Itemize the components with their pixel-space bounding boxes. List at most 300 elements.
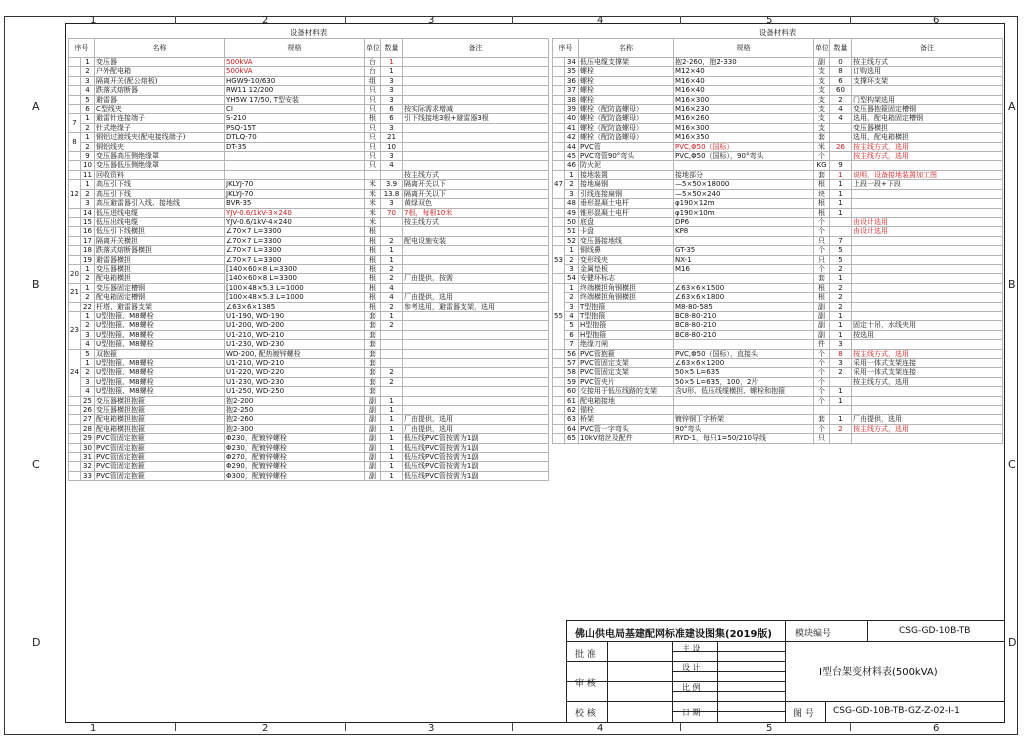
table-cell: YJV-0.6/1kV-4×240: [225, 217, 365, 226]
table-cell: 60: [565, 387, 579, 396]
table-cell: [852, 387, 1003, 396]
table-cell: [852, 396, 1003, 405]
table-cell: 高压避雷器引入线、接地线: [95, 199, 225, 208]
table-cell: 双抱箍: [95, 349, 225, 358]
table-cell: 个: [814, 368, 830, 377]
table-cell: 58: [565, 368, 579, 377]
table-cell: 含U形、低压线缆横担、螺栓和抱箍: [674, 387, 814, 396]
table-row: [69, 76, 549, 85]
table-cell: 防火泥: [579, 161, 674, 170]
table-row: [553, 387, 1003, 396]
group-seq: [69, 95, 81, 104]
table-cell: 只: [365, 86, 381, 95]
table-row: [69, 283, 549, 292]
table-cell: 厂由提供，选用: [852, 415, 1003, 424]
table-cell: 37: [565, 86, 579, 95]
table-cell: 米: [365, 208, 381, 217]
table-row: [69, 152, 549, 161]
table-cell: 高压引下线: [95, 180, 225, 189]
table-cell: 支: [814, 76, 830, 85]
table-cell: NX-1: [674, 255, 814, 264]
table-cell: BC8-80-210: [674, 311, 814, 320]
table-cell: U1-210, WD-210: [225, 330, 365, 339]
table-cell: PVC管一字弯头: [579, 424, 674, 433]
table-cell: 米: [365, 199, 381, 208]
zone-col-bottom-4: 4: [597, 723, 604, 734]
table-row: [553, 302, 1003, 311]
table-cell: PVC管: [579, 142, 674, 151]
table-cell: 低压线PVC管按需为1副: [403, 453, 549, 462]
table-cell: 由设计选用: [852, 217, 1003, 226]
table-cell: 副: [365, 443, 381, 452]
table-cell: 3: [381, 152, 403, 161]
table-cell: U1-210, WD-210: [225, 359, 365, 368]
table-cell: 33: [81, 471, 95, 480]
table-cell: 抱2-260，抱2-330: [674, 58, 814, 67]
table-row: [69, 246, 549, 255]
table-cell: 1: [81, 264, 95, 273]
table-cell: 交接用于低压线路的支架: [579, 387, 674, 396]
table-cell: 1: [381, 58, 403, 67]
project-title: 佛山供电局基建配网标准建设图集(2019版): [575, 629, 772, 640]
table-cell: —5×50×240: [674, 189, 814, 198]
table-cell: 螺栓: [579, 86, 674, 95]
header-cell: 名称: [95, 39, 225, 58]
table-row: [69, 453, 549, 462]
table-cell: [674, 236, 814, 245]
table-cell: 25: [81, 396, 95, 405]
table-cell: 个: [814, 227, 830, 236]
table-cell: [403, 142, 549, 151]
table-cell: [403, 406, 549, 415]
group-seq: [553, 387, 565, 396]
table-cell: ∠63×6×1200: [674, 359, 814, 368]
table-cell: 38: [565, 95, 579, 104]
table-row: [553, 76, 1003, 85]
table-cell: 隔离开关(配公熔板): [95, 76, 225, 85]
header-cell: 单位: [814, 39, 830, 58]
group-seq: [553, 208, 565, 217]
group-seq: [69, 424, 81, 433]
group-seq: [553, 199, 565, 208]
table-cell: 2: [565, 180, 579, 189]
table-cell: 只: [814, 255, 830, 264]
group-seq: [69, 406, 81, 415]
header-cell: 单位: [365, 39, 381, 58]
table-cell: 副: [365, 462, 381, 471]
table-cell: [403, 67, 549, 76]
header-cell: 数量: [381, 39, 403, 58]
table-cell: 1: [565, 170, 579, 179]
table-cell: U型抱箍、M8螺栓: [95, 387, 225, 396]
table-cell: 8: [830, 67, 852, 76]
table-cell: 套: [814, 415, 830, 424]
table-cell: 1: [381, 443, 403, 452]
table-cell: 套: [814, 133, 830, 142]
table-cell: 副: [814, 321, 830, 330]
table-row: [553, 152, 1003, 161]
table-cell: [830, 123, 852, 132]
table-cell: [403, 349, 549, 358]
table-cell: 避雷器横担: [95, 255, 225, 264]
table-cell: 3: [830, 340, 852, 349]
table-cell: 根: [814, 283, 830, 292]
table-cell: 50: [565, 217, 579, 226]
table-cell: 变压器: [95, 58, 225, 67]
group-seq: [69, 246, 81, 255]
group-seq: 24: [69, 349, 81, 396]
table-cell: U型抱箍、M8螺栓: [95, 377, 225, 386]
table-row: [69, 311, 549, 320]
table-cell: [365, 170, 381, 179]
table-cell: 3.9: [381, 180, 403, 189]
table-cell: 厂由提供，选用: [403, 415, 549, 424]
table-cell: 副: [365, 424, 381, 433]
table-cell: 2: [830, 264, 852, 273]
table-cell: 50×5 L=635: [674, 368, 814, 377]
table-cell: 隔离开关横担: [95, 236, 225, 245]
table-row: [553, 208, 1003, 217]
table-cell: PVC,Φ50（国标），90°弯头: [674, 152, 814, 161]
group-seq: [69, 105, 81, 114]
table-cell: [852, 283, 1003, 292]
table-cell: 变压器横担抱箍: [95, 406, 225, 415]
table-cell: 3: [381, 199, 403, 208]
table-cell: YH5W 17/50, T型安装: [225, 95, 365, 104]
table-row: [69, 255, 549, 264]
table-cell: 57: [565, 359, 579, 368]
table-cell: 绝缘刀闸: [579, 340, 674, 349]
group-seq: 8: [69, 133, 81, 152]
table-cell: PSQ-15T: [225, 123, 365, 132]
table-cell: [381, 349, 403, 358]
table-cell: [381, 217, 403, 226]
table-row: [69, 406, 549, 415]
table-cell: 1: [830, 180, 852, 189]
table-cell: 4: [381, 161, 403, 170]
table-cell: 采用一体式支架连接: [852, 368, 1003, 377]
table-cell: 变压器横担抱箍: [95, 396, 225, 405]
table-cell: ∠63×6×1800: [674, 293, 814, 302]
table-cell: 块: [814, 189, 830, 198]
table-cell: T型抱箍: [579, 302, 674, 311]
table-cell: [403, 161, 549, 170]
table-row: [69, 208, 549, 217]
group-seq: [553, 133, 565, 142]
table-cell: 避雷器: [95, 95, 225, 104]
zone-col-1: 1: [90, 15, 97, 26]
table-cell: [830, 152, 852, 161]
table-cell: 3: [81, 199, 95, 208]
table-cell: [852, 255, 1003, 264]
table-cell: 组: [365, 76, 381, 85]
table-row: [553, 133, 1003, 142]
table-cell: 34: [565, 58, 579, 67]
table-cell: 按主线方式: [403, 170, 549, 179]
table-cell: 15: [81, 217, 95, 226]
zone-col-bottom-6: 6: [933, 723, 940, 734]
table-cell: [403, 368, 549, 377]
group-seq: [69, 415, 81, 424]
group-seq: 12: [69, 180, 81, 208]
table-cell: [852, 406, 1003, 415]
table-cell: 只: [365, 95, 381, 104]
table-cell: 5: [565, 321, 579, 330]
table-cell: 抱2-260: [225, 415, 365, 424]
zone-col-bottom-3: 3: [428, 723, 435, 734]
table-cell: 40: [565, 114, 579, 123]
table-row: [553, 424, 1003, 433]
group-seq: [69, 462, 81, 471]
table-row: [553, 311, 1003, 320]
table-cell: 1: [381, 424, 403, 433]
table-row: [553, 359, 1003, 368]
table-cell: 螺栓: [579, 76, 674, 85]
table-cell: Φ300，配镀锌螺栓: [225, 471, 365, 480]
table-cell: 配电箱横担抱箍: [95, 424, 225, 433]
table-cell: 杆塔、避雷器支架: [95, 302, 225, 311]
table-cell: 螺栓（配防盗螺母）: [579, 133, 674, 142]
table-row: [69, 462, 549, 471]
table-cell: ∠70×7 L=3300: [225, 246, 365, 255]
table-cell: 7: [565, 340, 579, 349]
table-row: [69, 86, 549, 95]
group-seq: [69, 227, 81, 236]
zone-col-3: 3: [428, 15, 435, 26]
table-cell: 17: [81, 236, 95, 245]
table-cell: M16×350: [674, 133, 814, 142]
table-row: [553, 321, 1003, 330]
table-cell: 铜铝线夹: [95, 142, 225, 151]
table-cell: 根: [365, 274, 381, 283]
table-cell: 2: [381, 264, 403, 273]
date-cell: 日 期: [682, 708, 701, 717]
table-cell: 跌落式熔断器: [95, 86, 225, 95]
group-seq: 23: [69, 311, 81, 349]
table-cell: 根: [365, 255, 381, 264]
table-cell: 1: [81, 58, 95, 67]
table-cell: [381, 359, 403, 368]
table-cell: [403, 330, 549, 339]
table-cell: 套: [365, 368, 381, 377]
table-cell: 根: [814, 180, 830, 189]
table-cell: 30: [81, 443, 95, 452]
zone-col-bottom-2: 2: [262, 723, 269, 734]
table-cell: 米: [814, 142, 830, 151]
table-cell: 1: [381, 434, 403, 443]
table-cell: PVC管固定支架: [579, 359, 674, 368]
table-cell: [830, 377, 852, 386]
table-row: [553, 283, 1003, 292]
left-material-table: [68, 28, 549, 481]
table-cell: 抱2-300: [225, 424, 365, 433]
table-row: [69, 396, 549, 405]
table-cell: 接地扁钢: [579, 180, 674, 189]
table-row: [553, 377, 1003, 386]
table-cell: [225, 170, 365, 179]
table-cell: 抱2-250: [225, 406, 365, 415]
table-cell: 2: [381, 368, 403, 377]
table-cell: 套: [365, 330, 381, 339]
table-cell: 2: [381, 321, 403, 330]
table-cell: [225, 152, 365, 161]
table-cell: 个: [814, 349, 830, 358]
table-cell: 1: [81, 311, 95, 320]
table-row: [69, 349, 549, 358]
table-cell: 4: [81, 340, 95, 349]
table-cell: [140×60×8 L=3300: [225, 264, 365, 273]
table-row: [553, 368, 1003, 377]
table-cell: Φ290，配镀锌螺栓: [225, 462, 365, 471]
group-seq: [553, 142, 565, 151]
header-cell: 备注: [403, 39, 549, 58]
table-cell: 0: [830, 58, 852, 67]
table-cell: H型抱箍: [579, 321, 674, 330]
table-cell: 桥架: [579, 415, 674, 424]
table-row: [553, 95, 1003, 104]
group-seq: [553, 359, 565, 368]
table-cell: 按主线方式，选用: [852, 349, 1003, 358]
table-cell: 卡盘: [579, 227, 674, 236]
table-cell: 套: [365, 340, 381, 349]
table-cell: U型抱箍、M8螺栓: [95, 340, 225, 349]
group-seq: [553, 123, 565, 132]
group-seq: [553, 236, 565, 245]
table-cell: 根: [365, 246, 381, 255]
table-cell: 1: [381, 406, 403, 415]
table-row: [69, 133, 549, 142]
table-cell: 副: [365, 434, 381, 443]
table-row: [69, 293, 549, 302]
table-cell: 1: [381, 471, 403, 480]
table-cell: 3: [81, 377, 95, 386]
table-cell: WD-200, 配热镀锌螺栓: [225, 349, 365, 358]
table-cell: 3: [565, 264, 579, 273]
table-cell: 终端横担角钢横担: [579, 283, 674, 292]
table-cell: PVC管固定抱箍: [95, 453, 225, 462]
table-cell: 2: [381, 236, 403, 245]
table-cell: 11: [81, 170, 95, 179]
table-cell: 镀锌钢丁字桥架: [674, 415, 814, 424]
review-cell: 审 核: [575, 679, 596, 689]
table-cell: RW11 12/200: [225, 86, 365, 95]
table-cell: U型抱箍、M8螺栓: [95, 311, 225, 320]
table-row: [69, 105, 549, 114]
table-cell: 支: [814, 95, 830, 104]
table-cell: 1: [830, 199, 852, 208]
table-cell: 黄绿双色: [403, 199, 549, 208]
table-cell: [830, 133, 852, 142]
table-cell: 变压器高压侧绝缘罩: [95, 152, 225, 161]
table-row: [69, 340, 549, 349]
table-row: [69, 443, 549, 452]
table-row: [69, 58, 549, 67]
table-cell: 1: [830, 387, 852, 396]
table-cell: 3: [381, 123, 403, 132]
table-row: [69, 189, 549, 198]
table-cell: 3: [81, 330, 95, 339]
table-cell: 2: [830, 293, 852, 302]
group-seq: [553, 114, 565, 123]
table-cell: φ190×12m: [674, 199, 814, 208]
table-row: [69, 321, 549, 330]
table-row: [553, 161, 1003, 170]
table-row: [553, 180, 1003, 189]
table-cell: [403, 152, 549, 161]
table-cell: 只: [365, 123, 381, 132]
table-cell: [674, 274, 814, 283]
table-cell: 副: [365, 453, 381, 462]
table-cell: 29: [81, 434, 95, 443]
group-seq: [69, 67, 81, 76]
table-row: [69, 434, 549, 443]
table-cell: 2: [830, 302, 852, 311]
table-row: [553, 396, 1003, 405]
table-cell: 米: [365, 189, 381, 198]
table-row: [553, 293, 1003, 302]
table-cell: 变压器横担: [95, 264, 225, 273]
drawing-label: 图 号: [793, 709, 814, 719]
table-cell: [403, 255, 549, 264]
table-cell: [830, 406, 852, 415]
table-cell: 低压进线电缆: [95, 208, 225, 217]
table-cell: [403, 76, 549, 85]
table-cell: [674, 340, 814, 349]
table-cell: PVC,Φ50（国标）: [674, 142, 814, 151]
table-cell: 36: [565, 76, 579, 85]
table-cell: 1: [381, 396, 403, 405]
table-row: [69, 114, 549, 123]
table-cell: 个: [814, 387, 830, 396]
table-cell: JKLYJ-70: [225, 189, 365, 198]
table-row: [69, 217, 549, 226]
table-cell: 35: [565, 67, 579, 76]
table-cell: 锚栓: [579, 406, 674, 415]
group-seq: [69, 161, 81, 170]
table-cell: 个: [814, 377, 830, 386]
table-row: [553, 142, 1003, 151]
table-cell: 19: [81, 255, 95, 264]
table-cell: ∠70×7 L=3300: [225, 255, 365, 264]
table-cell: [852, 189, 1003, 198]
table-cell: 6: [565, 330, 579, 339]
table-cell: M16×40: [674, 86, 814, 95]
table-cell: 1: [81, 180, 95, 189]
table-cell: 螺栓（配防盗螺母）: [579, 105, 674, 114]
table-cell: 低压电缆支撑架: [579, 58, 674, 67]
table-row: [69, 95, 549, 104]
table-cell: 500kVA: [225, 67, 365, 76]
group-seq: [553, 434, 565, 443]
table-cell: [403, 359, 549, 368]
table-cell: 选用，配电箱横担: [852, 133, 1003, 142]
scale-cell: 比 例: [682, 683, 701, 692]
table-cell: 39: [565, 105, 579, 114]
drawing-title: Ⅰ型台架变材料表(500kVA): [819, 667, 938, 678]
table-cell: 螺栓（配防盗螺母）: [579, 123, 674, 132]
table-cell: 4: [381, 283, 403, 292]
table-cell: [225, 161, 365, 170]
table-cell: 54: [565, 274, 579, 283]
table-row: [69, 302, 549, 311]
table-cell: [403, 283, 549, 292]
table-cell: 套: [365, 349, 381, 358]
table-cell: Φ230，配镀锌螺栓: [225, 434, 365, 443]
table-cell: [674, 396, 814, 405]
table-cell: [403, 95, 549, 104]
module-number: CSG-GD-10B-TB: [899, 626, 971, 636]
table-cell: 变压器横担: [852, 123, 1003, 132]
